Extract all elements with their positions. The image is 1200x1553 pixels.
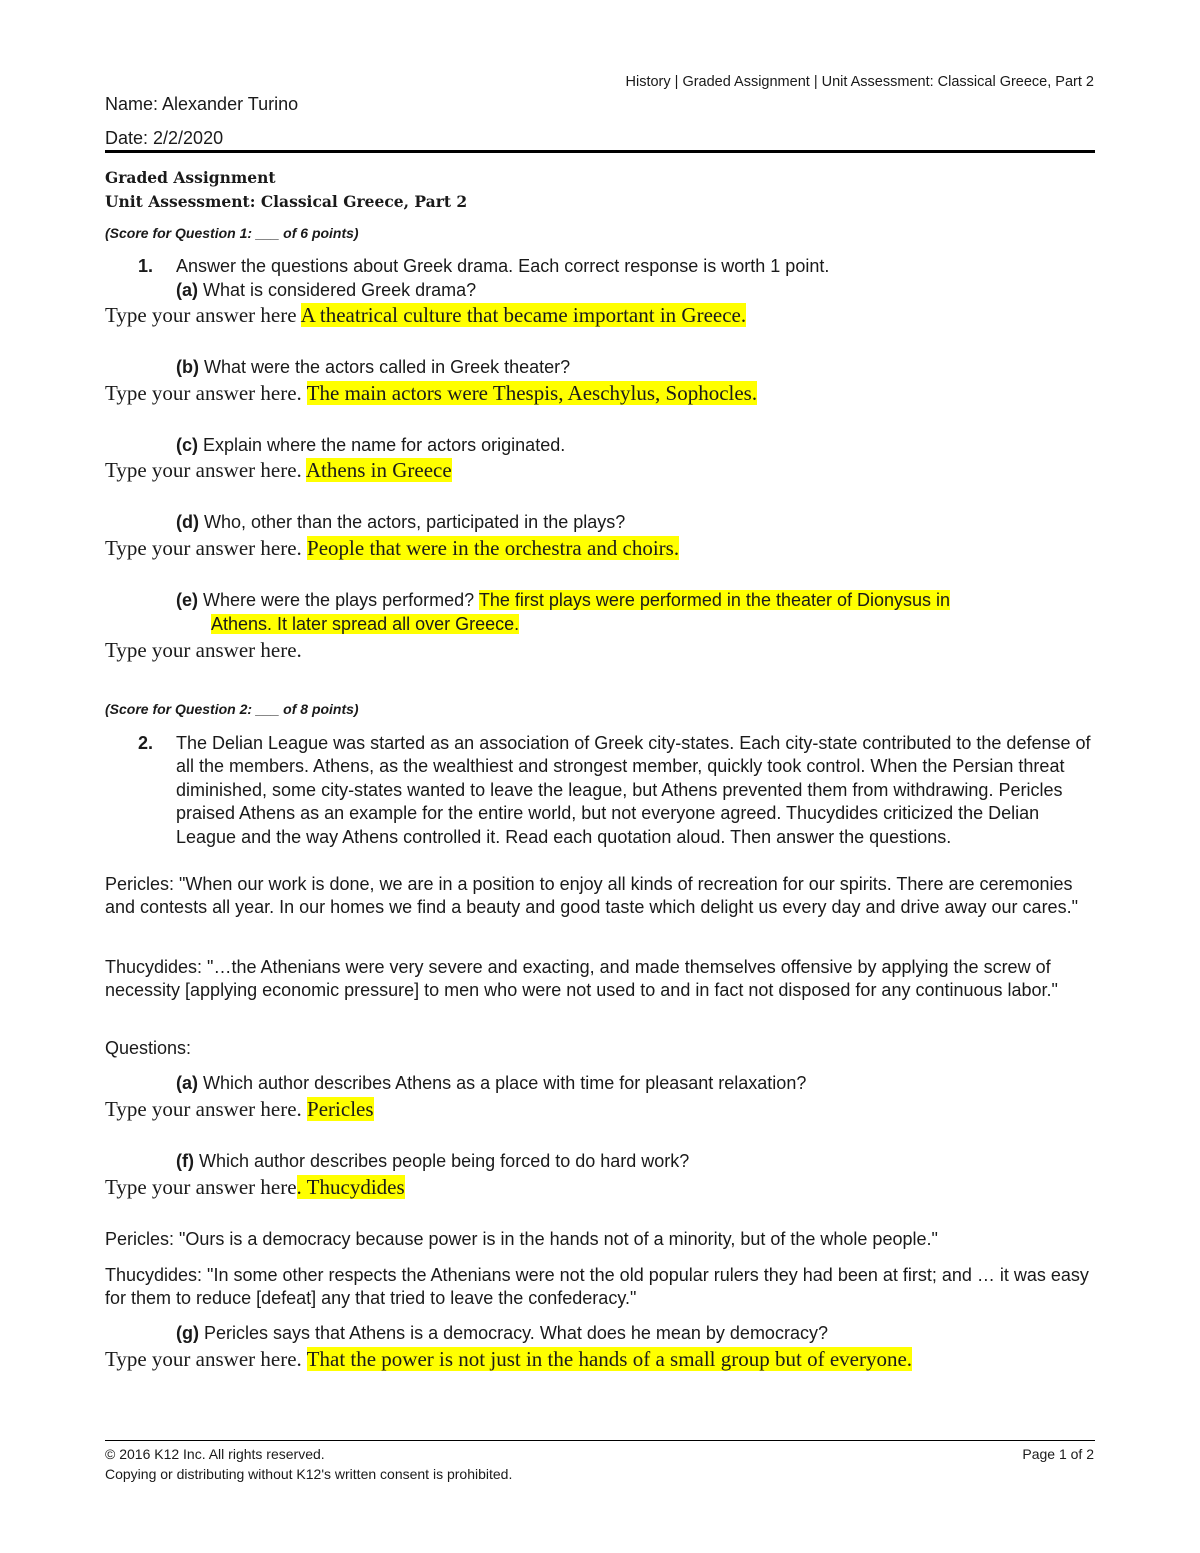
q2-questions-label: Questions:: [105, 1038, 192, 1058]
student-name: Name: Alexander Turino: [105, 94, 299, 114]
header-course-line: History | Graded Assignment | Unit Assessment: Classical Greece, Part 2: [625, 74, 1094, 90]
q1d-answer: People that were in the orchestra and choirs.: [307, 536, 680, 560]
q1a-label: (a): [176, 280, 198, 300]
footer-notice: Copying or distributing without K12's written consent is prohibited.: [105, 1466, 513, 1482]
q1d-label: (d): [176, 512, 199, 532]
title-graded-assignment: Graded Assignment: [105, 168, 276, 187]
title-unit-assessment: Unit Assessment: Classical Greece, Part 2: [105, 192, 468, 211]
answer-prompt: Type your answer here.: [105, 381, 302, 405]
q2-number: 2.: [138, 733, 154, 753]
answer-prompt: Type your answer here: [105, 303, 297, 327]
footer-copyright: © 2016 K12 Inc. All rights reserved.: [105, 1446, 325, 1462]
q2a-text: Which author describes Athens as a place with time for pleasant relaxation?: [203, 1073, 807, 1093]
q1d-answer-field[interactable]: [105, 536, 679, 561]
answer-prompt: Type your answer here.: [105, 536, 302, 560]
q1a-answer-field[interactable]: [105, 303, 746, 328]
q2f-answer-field[interactable]: [105, 1175, 405, 1200]
q2f-label: (f): [176, 1151, 194, 1171]
q2g-question: [176, 1323, 828, 1344]
q2f-answer: . Thucydides: [296, 1175, 405, 1199]
q1e-answer-continuation: [211, 614, 519, 635]
footer-page-number: Page 1 of 2: [1022, 1446, 1094, 1462]
q1d-text: Who, other than the actors, participated in the plays?: [204, 512, 626, 532]
answer-prompt: Type your answer here.: [105, 1347, 302, 1371]
q1a-text: What is considered Greek drama?: [203, 280, 477, 300]
q2f-question: [176, 1151, 689, 1172]
q2-intro: The Delian League was started as an association of Greek city-states. Each city-state contributed to the defense of all the members. Athens, as the wealthiest and strongest member, quickly took control. When the Persian threat diminished, some city-states wanted to leave the league, but Athens prevented them from withdrawing. Pericles praised Athens as an example for the entire world, but not everyone agreed. Thucydides criticized the Delian League and the way Athens controlled it. Read each quotation aloud. Then answer the questions.: [176, 733, 1091, 847]
q1b-question: [176, 357, 570, 378]
q1b-answer-field[interactable]: [105, 381, 757, 406]
answer-prompt: Type your answer here.: [105, 1097, 302, 1121]
q1e-answer-line1: The first plays were performed in the theater of Dionysus in: [478, 590, 951, 610]
q1e-question: [176, 590, 950, 611]
q1c-answer-field[interactable]: [105, 458, 452, 483]
header-divider: [105, 150, 1095, 153]
q1c-text: Explain where the name for actors originated.: [203, 435, 566, 455]
q1d-question: [176, 512, 625, 533]
q2-quote-thucydides-2: Thucydides: "In some other respects the Athenians were not the old popular rulers they had been at first; and … it was easy for them to reduce [defeat] any that tried to leave the confederacy.": [105, 1265, 1089, 1309]
q2g-text: Pericles says that Athens is a democracy. What does he mean by democracy?: [204, 1323, 828, 1343]
footer-divider: [105, 1440, 1095, 1441]
q1b-text: What were the actors called in Greek theater?: [204, 357, 571, 377]
q1a-question: [176, 280, 476, 301]
q2-quote-thucydides-1: Thucydides: "…the Athenians were very severe and exacting, and made themselves offensive by applying the screw of necessity [applying economic pressure] to men who were not used to and in fact not disposed for any continuous labor.": [105, 957, 1058, 1001]
q1b-label: (b): [176, 357, 199, 377]
q1c-label: (c): [176, 435, 198, 455]
q2-quote-pericles-2: Pericles: "Ours is a democracy because power is in the hands not of a minority, but of the whole people.": [105, 1229, 938, 1249]
q2a-answer: Pericles: [307, 1097, 374, 1121]
q2-quote-pericles-1: Pericles: "When our work is done, we are in a position to enjoy all kinds of recreation for our spirits. There are ceremonies and contests all year. In our homes we find a beauty and good taste which delight us every day and drive away our cares.": [105, 874, 1078, 918]
q2g-answer: That the power is not just in the hands of a small group but of everyone.: [306, 1347, 913, 1371]
q2g-answer-field[interactable]: [105, 1347, 912, 1372]
q2a-question: [176, 1073, 806, 1094]
q1c-answer: Athens in Greece: [305, 458, 452, 482]
q1-score: (Score for Question 1: ___ of 6 points): [105, 225, 359, 241]
q1-intro: Answer the questions about Greek drama. Each correct response is worth 1 point.: [176, 256, 830, 276]
q2g-label: (g): [176, 1323, 199, 1343]
q1e-answer-field[interactable]: Type your answer here.: [105, 638, 302, 662]
q1a-answer: A theatrical culture that became important in Greece.: [300, 303, 747, 327]
answer-prompt: Type your answer here: [105, 1175, 297, 1199]
q2f-text: Which author describes people being forced to do hard work?: [199, 1151, 690, 1171]
assignment-date: Date: 2/2/2020: [105, 128, 224, 148]
answer-prompt: Type your answer here.: [105, 458, 302, 482]
q1e-answer-line2: Athens. It later spread all over Greece.: [211, 614, 520, 634]
q1c-question: [176, 435, 565, 456]
q1b-answer: The main actors were Thespis, Aeschylus, Sophocles.: [306, 381, 758, 405]
q1-number: 1.: [138, 256, 154, 276]
q2a-answer-field[interactable]: [105, 1097, 374, 1122]
q2-score: (Score for Question 2: ___ of 8 points): [105, 701, 359, 717]
q1e-label: (e): [176, 590, 198, 610]
q1e-text: Where were the plays performed?: [203, 590, 475, 610]
q2a-label: (a): [176, 1073, 198, 1093]
